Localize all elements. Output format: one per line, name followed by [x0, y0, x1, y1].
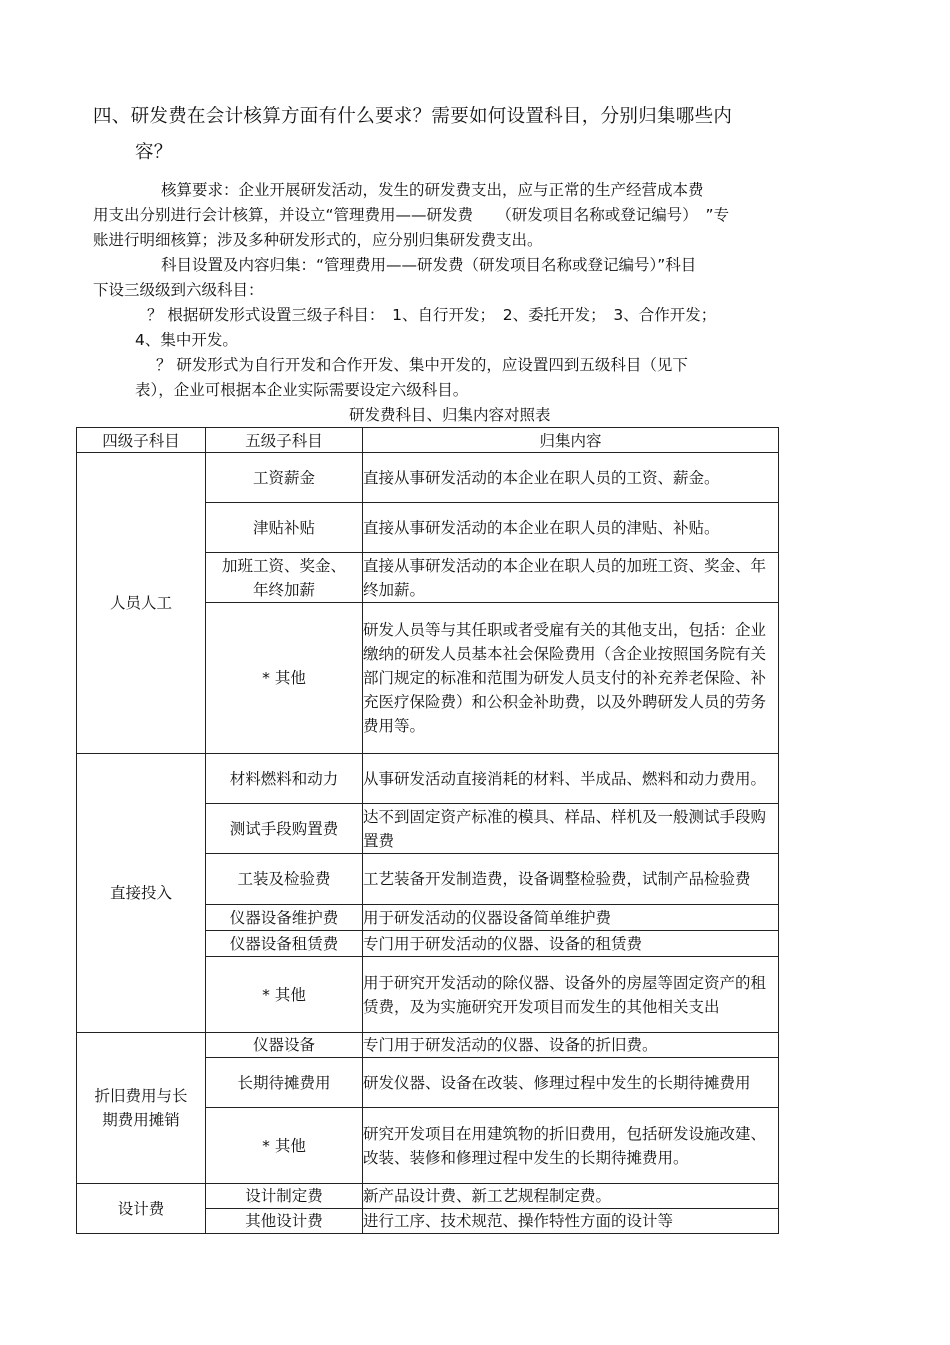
content-cell: 直接从事研发活动的本企业在职人员的加班工资、奖金、年终加薪。	[363, 553, 779, 603]
level5-cell: 设计制定费	[206, 1184, 363, 1209]
level4-cell: 设计费	[77, 1184, 206, 1234]
level5-cell: 工资薪金	[206, 453, 363, 503]
accounting-requirement-line3: 账进行明细核算；涉及多种研发形式的，应分别归集研发费支出。	[93, 231, 543, 249]
rd-expense-table	[76, 427, 779, 1234]
bullet1-line1: ？ 根据研发形式设置三级子科目： 1、自行开发； 2、委托开发； 3、合作开发；	[147, 306, 717, 324]
content-cell: 工艺装备开发制造费，设备调整检验费，试制产品检验费	[363, 854, 779, 905]
level5-cell: 仪器设备维护费	[206, 905, 363, 931]
content-cell: 进行工序、技术规范、操作特性方面的设计等	[363, 1209, 779, 1234]
level4-cell	[77, 453, 206, 754]
level5-cell: 其他设计费	[206, 1209, 363, 1234]
header-content: 归集内容	[363, 428, 779, 453]
accounting-requirement-line1: 核算要求：企业开展研发活动，发生的研发费支出，应与正常的生产经营成本费	[161, 181, 704, 199]
content-cell: 新产品设计费、新工艺规程制定费。	[363, 1184, 779, 1209]
table-row	[77, 1033, 779, 1058]
table-header-row	[77, 428, 779, 453]
level5-cell: 测试手段购置费	[206, 804, 363, 854]
level5-cell: 工装及检验费	[206, 854, 363, 905]
account-setup-line1: 科目设置及内容归集：“管理费用——研发费（研发项目名称或登记编号）”科目	[161, 256, 697, 274]
content-cell: 直接从事研发活动的本企业在职人员的津贴、补贴。	[363, 503, 779, 553]
bullet1-line2: 4、集中开发。	[135, 331, 238, 349]
content-cell: 研发仪器、设备在改装、修理过程中发生的长期待摊费用	[363, 1058, 779, 1108]
content-cell: 研发人员等与其任职或者受雇有关的其他支出，包括：企业缴纳的研发人员基本社会保险费用（含企业按照国务院有关部门规定的标准和范围为研发人员支付的补充养老保险、补充医疗保险费）和公积金补助费，以及外聘研发人员的劳务费用等。	[363, 603, 779, 754]
level5-cell: * 其他	[206, 957, 363, 1033]
content-cell: 用于研发活动的仪器设备简单维护费	[363, 905, 779, 931]
level5-cell: 材料燃料和动力	[206, 754, 363, 804]
content-cell: 直接从事研发活动的本企业在职人员的工资、薪金。	[363, 453, 779, 503]
table-row	[77, 754, 779, 804]
table-row	[77, 1184, 779, 1209]
level5-cell: 仪器设备	[206, 1033, 363, 1058]
level5-cell: * 其他	[206, 1108, 363, 1184]
level5-cell	[206, 553, 363, 603]
level4-cell	[77, 1033, 206, 1184]
content-cell: 用于研究开发活动的除仪器、设备外的房屋等固定资产的租赁费，及为实施研究开发项目而发生的其他相关支出	[363, 957, 779, 1033]
content-cell: 达不到固定资产标准的模具、样品、样机及一般测试手段购置费	[363, 804, 779, 854]
content-cell: 研究开发项目在用建筑物的折旧费用，包括研发设施改建、改装、装修和修理过程中发生的长期待摊费用。	[363, 1108, 779, 1184]
table-row	[77, 453, 779, 503]
level5-label: 加班工资、奖金、年终加薪	[222, 556, 347, 599]
level5-cell: * 其他	[206, 603, 363, 754]
level5-cell: 津贴补贴	[206, 503, 363, 553]
content-cell: 专门用于研发活动的仪器、设备的折旧费。	[363, 1033, 779, 1058]
question-heading-line1: 四、研发费在会计核算方面有什么要求？需要如何设置科目，分别归集哪些内	[93, 106, 733, 127]
content-cell: 专门用于研发活动的仪器、设备的租赁费	[363, 931, 779, 957]
bullet2-line2: 表），企业可根据本企业实际需要设定六级科目。	[135, 381, 469, 399]
header-level5: 五级子科目	[206, 428, 363, 453]
question-heading-line2: 容？	[135, 142, 173, 163]
level5-cell: 仪器设备租赁费	[206, 931, 363, 957]
bullet2-line1: ？ 研发形式为自行开发和合作开发、集中开发的，应设置四到五级科目（见下	[156, 356, 688, 374]
level5-cell: 长期待摊费用	[206, 1058, 363, 1108]
table-caption: 研发费科目、归集内容对照表	[349, 406, 551, 424]
accounting-requirement-line2: 用支出分别进行会计核算，并设立“管理费用——研发费 （研发项目名称或登记编号） ”专	[93, 206, 730, 224]
header-level4: 四级子科目	[77, 428, 206, 453]
level4-label: 折旧费用与长期费用摊销	[94, 1087, 188, 1129]
content-cell: 从事研发活动直接消耗的材料、半成品、燃料和动力费用。	[363, 754, 779, 804]
account-setup-line2: 下设三级级到六级科目：	[93, 281, 264, 299]
level4-cell: 直接投入	[77, 754, 206, 1033]
level4-label: 人员人工	[109, 594, 172, 612]
